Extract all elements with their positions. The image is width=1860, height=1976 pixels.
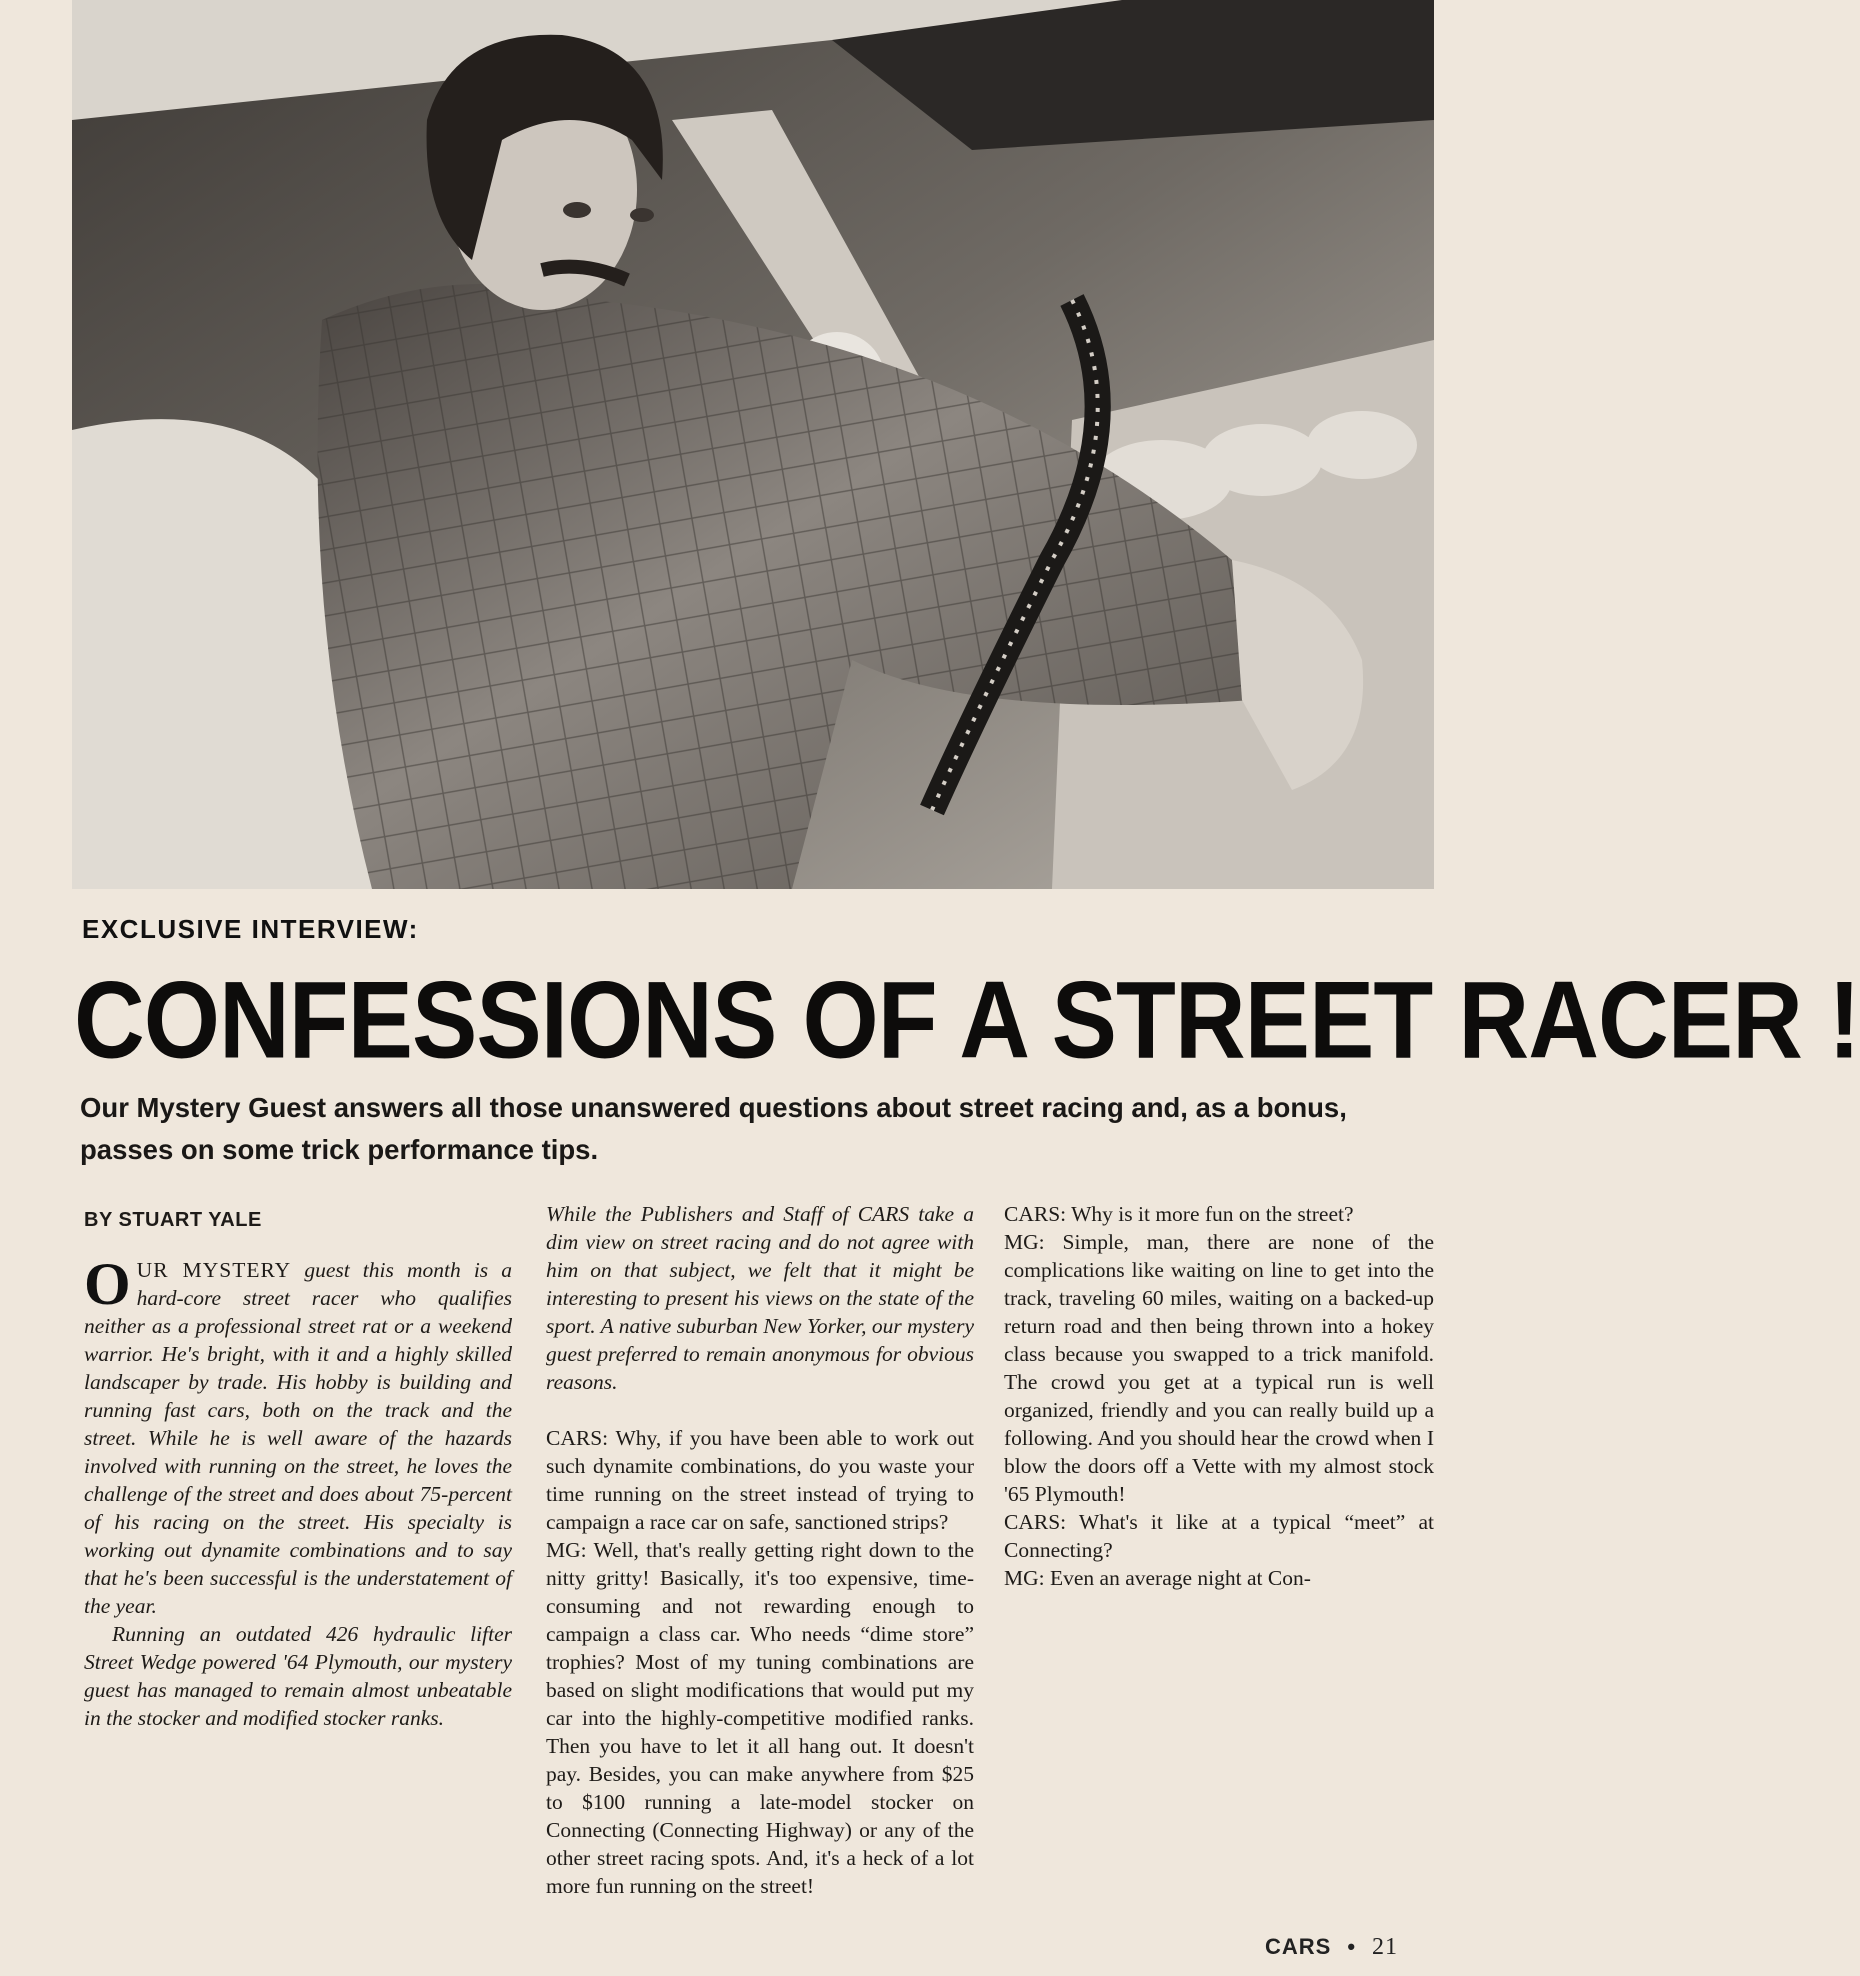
intro-paragraph-1 — [84, 1251, 513, 1620]
answer-3: MG: Even an average night at Con- — [1004, 1566, 1311, 1590]
answer-2: MG: Simple, man, there are none of the complications like waiting on line to get into the track, traveling 60 miles, waiting on a backed-up return road and then being thrown into a hokey class because you swapped to a trick manifold. The crowd you get at a typical run is well organized, friendly and you can really build up a following. And you should hear the crowd when I blow the doors off a Vette with my almost stock '65 Plymouth! — [1004, 1230, 1434, 1506]
page-number: 21 — [1372, 1934, 1399, 1960]
column-2 — [546, 1200, 974, 1900]
question-2: CARS: Why is it more fun on the street? — [1004, 1202, 1354, 1226]
article-deck: Our Mystery Guest answers all those unanswered questions about street racing and, as a bonus, passes on some trick performance tips. — [80, 1092, 1347, 1165]
byline: BY STUART YALE — [84, 1209, 262, 1231]
magazine-name: CARS — [1265, 1934, 1332, 1959]
question-3: CARS: What's it like at a typical “meet” at Connecting? — [1004, 1510, 1434, 1562]
photo-illustration — [72, 0, 1434, 889]
intro-paragraph-3: While the Publishers and Staff of CARS take a dim view on street racing and do not agree with him on that subject, we felt that it might be interesting to present his views on the state of the sport. A native suburban New Yorker, our mystery guest preferred to remain anonymous for obvious reasons. — [546, 1202, 974, 1394]
separator-dot: • — [1347, 1934, 1357, 1959]
page-footer — [1265, 1934, 1398, 1961]
answer-1: MG: Well, that's really getting right down to the nitty gritty! Basically, it's too expensive, time-consuming and not rewarding enough to campaign a class car. Who needs “dime store” trophies? Most of my tuning combinations are based on slight modifications that would put my car into the highly-competitive modified ranks. Then you have to let it all hang out. It doesn't pay. Besides, you can make anywhere from $25 to $100 running a late-model stocker on Connecting (Connecting Highway) or any of the other street racing spots. And, it's a heck of a lot more fun running on the street! — [546, 1538, 974, 1898]
lead-caps: UR MYSTERY — [136, 1258, 292, 1282]
article-kicker: EXCLUSIVE INTERVIEW: — [82, 914, 419, 944]
question-1: CARS: Why, if you have been able to work out such dynamite combinations, do you waste your time running on the street instead of trying to campaign a race car on safe, sanctioned strips? — [546, 1426, 974, 1534]
column-1 — [84, 1200, 512, 1732]
article-headline: CONFESSIONS OF A STREET RACER ! — [74, 958, 1860, 1082]
intro-paragraph-2: Running an outdated 426 hydraulic lifter Street Wedge powered '64 Plymouth, our mystery guest has managed to remain almost unbeatable in the stocker and modified stocker ranks. — [84, 1622, 512, 1730]
article-photo — [72, 0, 1434, 889]
intro-text-1: guest this month is a hard-core street racer who qualifies neither as a professional street rat or a weekend warrior. He's bright, with it and a highly skilled landscaper by trade. His hobby is building and running fast cars, both on the track and the street. While he is well aware of the hazards involved with running on the street, he loves the challenge of the street and does about 75-percent of his racing on the street. His specialty is working out dynamite combinations and to say that he's been successful is the understatement of the year. — [84, 1258, 513, 1618]
column-3 — [1004, 1200, 1434, 1592]
drop-cap: O — [84, 1251, 131, 1317]
paragraph-gap — [546, 1396, 974, 1424]
